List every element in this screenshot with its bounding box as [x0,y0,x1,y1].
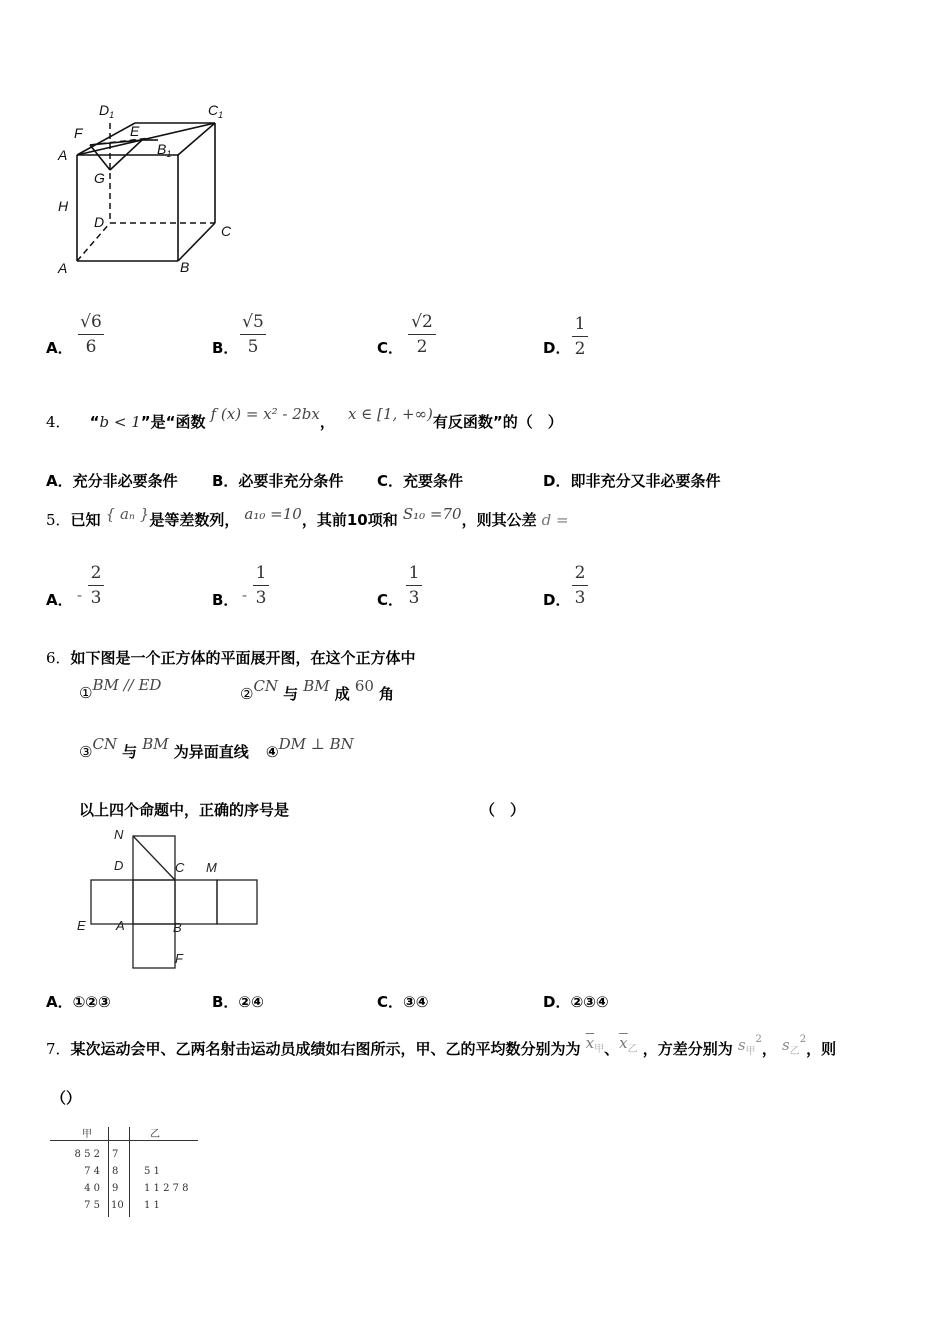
q5-text4: 项和 [367,511,398,529]
q7-x-yi: $\overline{x}$ [619,1034,628,1052]
stem-leaf-row-2-right: 5 1 [144,1166,160,1177]
stem-leaf-plot [48,1125,198,1220]
q3-option-c-letter: C． [377,339,404,357]
q4-tail: 有反函数”的（ ） [432,413,563,431]
q5-option-a-sign: - [77,586,83,604]
q5-option-b-sign: - [242,586,248,604]
q6-answer-paren: （ ） [480,801,526,819]
label-c: C [221,223,232,239]
net-label-f: F [175,951,183,966]
net-face-far-right [217,880,257,924]
q6-p3-yu: 与 [122,743,138,761]
label-d1: $D_1$ [99,102,115,120]
label-b1: $B_1$ [157,141,172,159]
q6-number: 6． [46,649,71,667]
stem-leaf-row-3-right: 1 1 2 7 8 [144,1183,189,1194]
q7-number: 7． [46,1040,71,1058]
stem-leaf-row-1-stem: 7 [112,1149,119,1160]
stem-leaf-row-1-left: 8 5 2 [74,1149,100,1160]
q5-text3: ，其前 [301,511,347,529]
q4-open-quote: “ [89,413,100,431]
net-face-right [175,880,217,924]
q6-proposition-2 [240,677,395,704]
question-5 [46,505,569,530]
stem-leaf-header-left: 甲 [82,1129,92,1140]
q5-sequence: { aₙ } [105,505,150,523]
stem-leaf-row-3-stem: 9 [112,1183,119,1194]
q7-yi-sub: 乙 [627,1044,638,1055]
net-label-d: D [114,858,124,873]
q6-stem-text: 如下图是一个正方体的平面展开图，在这个正方体中 [70,649,416,667]
q7-s-jia: s [737,1036,746,1054]
q6-p2-bm: BM [303,677,330,695]
q5-option-d-fraction: 2 3 [572,563,588,608]
label-f: F [74,125,83,141]
q6-p3-cn: CN [92,735,118,753]
stem-leaf-row-4-right: 1 1 [144,1200,160,1211]
stem-leaf-row-4-left: 7 5 [84,1200,100,1211]
q6-p3-mark: ③ [79,743,93,761]
net-face-left [91,880,133,924]
q6-p4-mark: ④ [265,743,279,761]
question-6-stem [46,647,416,668]
q5-option-c-fraction: 1 3 [406,563,422,608]
label-h: H [58,198,69,214]
edge-b-c [178,223,215,261]
q4-option-d: D．即非充分又非必要条件 [543,472,721,490]
label-e: E [130,123,140,139]
q4-number: 4． [46,413,71,431]
q3-option-a-letter: A． [46,339,73,357]
q7-s-jia-sub: 甲 [745,1046,756,1057]
q7-answer-paren: （） [51,1089,82,1107]
q7-s-yi-sq: 2 [799,1034,807,1045]
q4-function: f (x) = x² - 2bx [210,405,320,423]
stem-leaf-row-2-left: 7 4 [84,1166,100,1177]
cube-figure [50,98,250,283]
net-face-bottom [133,924,175,968]
q5-option-b-letter: B． [212,591,239,609]
stem-leaf-row-2-stem: 8 [112,1166,119,1177]
cube-net-figure [72,822,272,972]
q6-p4-expr: DM ⊥ BN [278,735,354,753]
q5-option-c-letter: C． [377,591,404,609]
q6-option-a: A．①②③ [46,993,111,1011]
q7-s-yi-sub: 乙 [789,1046,800,1057]
q5-option-a-fraction: 2 3 [88,563,104,608]
q5-text1: 已知 [70,511,101,529]
q4-option-a: A．充分非必要条件 [46,472,178,490]
label-c1: $C_1$ [208,102,224,120]
question-7 [46,1034,837,1059]
q6-p3-bm: BM [142,735,169,753]
q3-option-d-letter: D． [543,339,571,357]
label-a: A [58,260,68,276]
q3-option-d-fraction: 1 2 [572,314,588,359]
q6-question: 以上四个命题中，正确的序号是 [79,801,290,819]
q6-p1-mark: ① [79,684,93,702]
label-a-top: A [58,147,68,163]
q7-s-yi: s [782,1036,790,1054]
q4-mid-text: ”是“函数 [140,413,206,431]
q3-option-c-fraction: √2 2 [408,312,436,357]
q7-text1: 某次运动会甲、乙两名射击运动员成绩如右图所示，甲、乙的平均数分别为为 [70,1040,581,1058]
q3-option-a-fraction: √6 6 [78,312,104,357]
q6-option-d: D．②③④ [543,993,609,1011]
edge-atop-d1 [77,123,135,155]
net-label-c: C [175,860,185,875]
net-face-center [133,880,175,924]
stem-leaf-divider-right [129,1127,130,1217]
net-label-m: M [206,860,217,875]
q7-comma: ， [761,1040,777,1058]
q4-option-b: B．必要非充分条件 [212,472,344,490]
label-b: B [180,259,190,275]
net-label-b: B [173,920,182,935]
diagonal-atop-c1 [77,123,215,155]
q4-domain: x ∈ [1, +∞) [347,405,433,423]
stem-leaf-divider-left [108,1127,109,1217]
q4-option-c: C．充要条件 [377,472,464,490]
stem-leaf-header-right: 乙 [150,1129,160,1140]
q5-a10: a₁₀ =10 [244,505,302,523]
q7-s-jia-sq: 2 [755,1034,762,1045]
q6-p3-text: 为异面直线 [173,743,249,761]
q7-sep: 、 [604,1040,620,1058]
q6-proposition-3 [79,735,354,762]
q5-number: 5． [46,511,71,529]
label-d: D [94,214,105,230]
q5-ten: 10 [346,511,368,529]
q6-p2-cheng: 成 [334,685,350,703]
q6-p2-mark: ② [240,685,254,703]
q6-option-b: B．②④ [212,993,264,1011]
q6-p2-60: 60 [354,677,374,695]
q6-proposition-1 [79,676,162,702]
q3-option-b-fraction: √5 5 [240,312,266,357]
q7-x-jia: $\overline{x}$ [585,1034,595,1052]
q7-jia-sub: 甲 [594,1044,605,1055]
q5-text2: 是等差数列， [149,511,240,529]
q3-option-b-letter: B． [212,339,239,357]
q5-d: d = [541,511,569,529]
q5-text5: ，则其公差 [461,511,537,529]
q5-option-a-letter: A． [46,591,73,609]
q4-comma: ， [319,413,335,431]
q7-text3: ，则 [806,1040,837,1058]
q5-option-d-letter: D． [543,591,571,609]
q4-condition: b < 1 [99,413,141,431]
q5-s10: S₁₀ =70 [402,505,462,523]
q6-option-c: C．③④ [377,993,429,1011]
stem-leaf-row-4-stem: 10 [111,1200,124,1211]
q5-option-b-fraction: 1 3 [253,563,269,608]
net-label-e: E [77,918,86,933]
q6-p1-expr: BM // ED [92,676,162,694]
q6-p2-yu: 与 [283,685,299,703]
q6-p2-cn: CN [253,677,279,695]
stem-leaf-row-3-left: 4 0 [84,1183,100,1194]
net-label-a: A [116,918,125,933]
label-g: G [94,170,105,186]
stem-leaf-header-line [50,1140,198,1141]
question-4 [46,405,563,432]
q7-text2: ，方差分别为 [642,1040,733,1058]
net-label-n: N [114,827,124,842]
q6-p2-jiao: 角 [379,685,395,703]
net-diagonal-nc [133,836,175,880]
